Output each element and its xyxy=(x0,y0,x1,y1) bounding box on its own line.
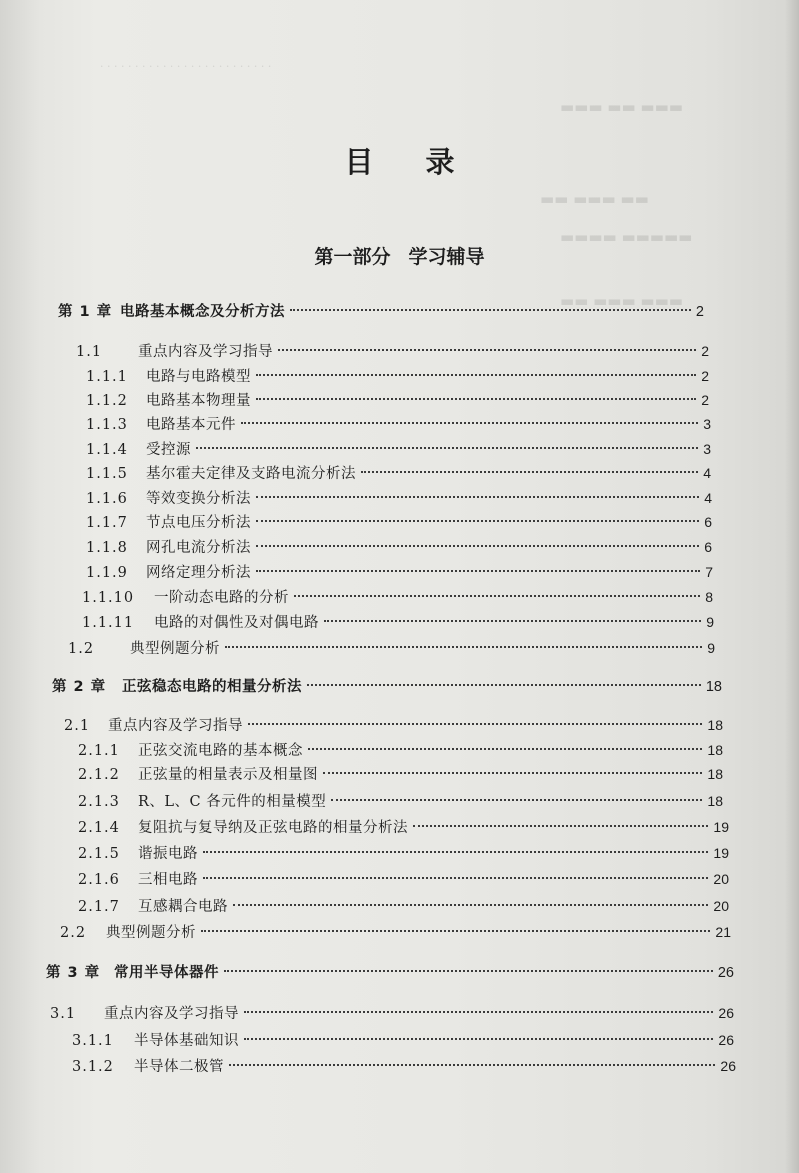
toc-page-number: 3 xyxy=(703,441,711,457)
toc-entry-number: 1.1.3 xyxy=(86,417,128,433)
toc-chapter-entry xyxy=(52,677,722,697)
toc-entry-title: 基尔霍夫定律及支路电流分析法 xyxy=(146,466,356,482)
toc-subsection-entry xyxy=(82,587,713,607)
dot-leader xyxy=(324,620,701,622)
toc-entry-title: 重点内容及学习指导 xyxy=(138,344,273,360)
toc-entry-title: 三相电路 xyxy=(138,872,198,888)
dot-leader xyxy=(229,1064,715,1066)
toc-section-entry xyxy=(60,922,731,942)
toc-entry-title: 典型例题分析 xyxy=(130,641,220,657)
toc-page-number: 18 xyxy=(707,793,723,809)
dot-leader xyxy=(323,772,702,774)
toc-subsection-entry xyxy=(78,791,723,811)
part-label: 第一部分 xyxy=(314,246,391,268)
dot-leader xyxy=(256,545,699,547)
toc-entry-number: 2.1.7 xyxy=(78,899,120,915)
toc-subsection-entry xyxy=(86,366,709,386)
toc-page-number: 26 xyxy=(718,1005,734,1021)
dot-leader xyxy=(413,825,708,827)
toc-entry-title: 常用半导体器件 xyxy=(114,965,219,981)
dot-leader xyxy=(256,520,699,522)
toc-subsection-entry xyxy=(86,488,712,508)
toc-page-number: 26 xyxy=(720,1058,736,1074)
toc-entry-number: 2.1.1 xyxy=(78,743,120,759)
toc-entry-title: 网孔电流分析法 xyxy=(146,540,251,556)
toc-entry-title: 谐振电路 xyxy=(138,846,198,862)
toc-entry-title: 互感耦合电路 xyxy=(138,899,228,915)
toc-page-number: 4 xyxy=(704,490,712,506)
page-title xyxy=(0,140,799,181)
dot-leader xyxy=(278,349,696,351)
toc-entry-title: 正弦稳态电路的相量分析法 xyxy=(122,679,302,695)
toc-entry-title: 一阶动态电路的分析 xyxy=(154,590,289,606)
toc-page-number: 2 xyxy=(695,304,704,320)
toc-section-entry xyxy=(76,341,709,361)
show-through-text: ▬▬▬▬ ▬▬▬▬▬ xyxy=(560,228,693,246)
toc-subsection-entry xyxy=(86,512,712,532)
toc-entry-number: 3.1.1 xyxy=(72,1033,114,1049)
toc-page-number: 9 xyxy=(706,614,714,630)
dot-leader xyxy=(256,374,696,376)
toc-subsection-entry xyxy=(86,414,711,434)
toc-entry-number: 第 3 章 xyxy=(46,965,101,981)
toc-subsection-entry xyxy=(78,843,729,863)
toc-page-number: 3 xyxy=(703,416,711,432)
toc-page-number: 4 xyxy=(703,465,711,481)
toc-entry-title: 半导体基础知识 xyxy=(134,1033,239,1049)
toc-page-number: 7 xyxy=(705,564,713,580)
toc-subsection-entry xyxy=(86,562,713,582)
toc-entry-number: 3.1.2 xyxy=(72,1059,114,1075)
dot-leader xyxy=(256,398,696,400)
show-through-text: ▬▬ ▬▬▬ ▬▬ xyxy=(540,190,649,208)
toc-subsection-entry xyxy=(72,1030,734,1050)
toc-page-number: 26 xyxy=(717,965,734,981)
toc-entry-number: 1.1.9 xyxy=(86,565,128,581)
toc-entry-number: 1.1.11 xyxy=(82,615,135,631)
toc-subsection-entry xyxy=(86,537,712,557)
toc-page-number: 19 xyxy=(713,819,729,835)
toc-subsection-entry xyxy=(78,817,729,837)
toc-entry-number: 2.1.2 xyxy=(78,767,120,783)
toc-page-number: 18 xyxy=(707,766,723,782)
dot-leader xyxy=(225,646,702,648)
toc-page-number: 20 xyxy=(713,871,729,887)
toc-subsection-entry xyxy=(86,390,709,410)
dot-leader xyxy=(256,570,700,572)
toc-subsection-entry xyxy=(86,439,711,459)
dot-leader xyxy=(203,851,708,853)
toc-chapter-entry xyxy=(58,302,704,322)
dot-leader xyxy=(203,877,708,879)
toc-entry-number: 2.1.3 xyxy=(78,794,120,810)
toc-subsection-entry xyxy=(82,612,714,632)
toc-entry-title: 电路基本物理量 xyxy=(146,393,251,409)
dot-leader xyxy=(201,930,710,932)
toc-section-entry xyxy=(64,715,723,735)
toc-entry-number: 1.2 xyxy=(68,641,95,657)
dot-leader xyxy=(290,309,691,311)
toc-entry-title: 节点电压分析法 xyxy=(146,515,251,531)
toc-entry-title: 半导体二极管 xyxy=(134,1059,224,1075)
part-heading xyxy=(0,242,799,269)
toc-entry-number: 2.1.6 xyxy=(78,872,120,888)
dot-leader xyxy=(224,970,713,972)
toc-entry-number: 1.1.6 xyxy=(86,491,128,507)
toc-entry-title: 网络定理分析法 xyxy=(146,565,251,581)
page-edge-shadow xyxy=(785,0,799,1173)
dot-leader xyxy=(248,723,702,725)
toc-entry-number: 2.1.5 xyxy=(78,846,120,862)
toc-entry-number: 1.1.5 xyxy=(86,466,128,482)
toc-entry-title: 电路基本元件 xyxy=(146,417,236,433)
toc-subsection-entry xyxy=(78,869,729,889)
toc-entry-title: R、L、C 各元件的相量模型 xyxy=(138,794,327,810)
toc-entry-title: 电路基本概念及分析方法 xyxy=(120,304,285,320)
toc-entry-number: 第 2 章 xyxy=(52,679,107,695)
toc-entry-number: 1.1.8 xyxy=(86,540,128,556)
toc-subsection-entry xyxy=(72,1056,736,1076)
part-name: 学习辅导 xyxy=(408,246,485,268)
toc-entry-title: 典型例题分析 xyxy=(106,925,196,941)
toc-entry-title: 重点内容及学习指导 xyxy=(108,718,243,734)
toc-section-entry xyxy=(50,1003,734,1023)
toc-entry-number: 3.1 xyxy=(50,1006,77,1022)
toc-entry-title: 正弦交流电路的基本概念 xyxy=(138,743,303,759)
toc-entry-title: 受控源 xyxy=(146,442,191,458)
toc-section-entry xyxy=(68,638,715,658)
toc-entry-number: 1.1 xyxy=(76,344,103,360)
dot-leader xyxy=(244,1011,713,1013)
dot-leader xyxy=(196,447,698,449)
toc-page-number: 8 xyxy=(705,589,713,605)
toc-page-number: 20 xyxy=(713,898,729,914)
show-through-text: · · · · · · · · · · · · · · · · · · · · · · · · · xyxy=(100,60,272,73)
title-char-2: 录 xyxy=(425,145,455,179)
toc-page-number: 19 xyxy=(713,845,729,861)
toc-chapter-entry xyxy=(46,963,734,983)
toc-page-number: 9 xyxy=(707,640,715,656)
dot-leader xyxy=(308,748,702,750)
toc-page-number: 18 xyxy=(705,679,722,695)
toc-entry-title: 等效变换分析法 xyxy=(146,491,251,507)
toc-entry-number: 1.1.4 xyxy=(86,442,128,458)
toc-entry-number: 第 1 章 xyxy=(58,304,113,320)
dot-leader xyxy=(241,422,698,424)
toc-page-number: 2 xyxy=(701,343,709,359)
dot-leader xyxy=(307,684,701,686)
toc-page-number: 21 xyxy=(715,924,731,940)
toc-entry-number: 1.1.7 xyxy=(86,515,128,531)
dot-leader xyxy=(256,496,699,498)
toc-entry-title: 重点内容及学习指导 xyxy=(104,1006,239,1022)
show-through-text: ▬▬ ▬▬▬ ▬▬▬ xyxy=(560,292,683,310)
toc-page-number: 6 xyxy=(704,514,712,530)
toc-subsection-entry xyxy=(86,463,711,483)
toc-subsection-entry xyxy=(78,740,723,760)
dot-leader xyxy=(244,1038,713,1040)
toc-entry-number: 1.1.2 xyxy=(86,393,128,409)
toc-entry-title: 电路与电路模型 xyxy=(146,369,251,385)
toc-entry-title: 复阻抗与复导纳及正弦电路的相量分析法 xyxy=(138,820,408,836)
toc-page-number: 6 xyxy=(704,539,712,555)
toc-entry-number: 2.1 xyxy=(64,718,91,734)
toc-subsection-entry xyxy=(78,764,723,784)
toc-subsection-entry xyxy=(78,896,729,916)
toc-page-number: 26 xyxy=(718,1032,734,1048)
toc-page-number: 2 xyxy=(701,368,709,384)
toc-entry-number: 2.1.4 xyxy=(78,820,120,836)
toc-entry-number: 1.1.10 xyxy=(82,590,135,606)
dot-leader xyxy=(294,595,700,597)
dot-leader xyxy=(331,799,702,801)
title-char-1: 目 xyxy=(344,145,374,179)
toc-page-number: 18 xyxy=(707,717,723,733)
toc-page-number: 2 xyxy=(701,392,709,408)
toc-entry-title: 电路的对偶性及对偶电路 xyxy=(154,615,319,631)
toc-entry-title: 正弦量的相量表示及相量图 xyxy=(138,767,318,783)
toc-page-number: 18 xyxy=(707,742,723,758)
dot-leader xyxy=(361,471,698,473)
toc-entry-number: 2.2 xyxy=(60,925,87,941)
toc-entry-number: 1.1.1 xyxy=(86,369,128,385)
dot-leader xyxy=(233,904,708,906)
show-through-text: ▬▬▬ ▬▬ ▬▬▬ xyxy=(560,98,683,116)
